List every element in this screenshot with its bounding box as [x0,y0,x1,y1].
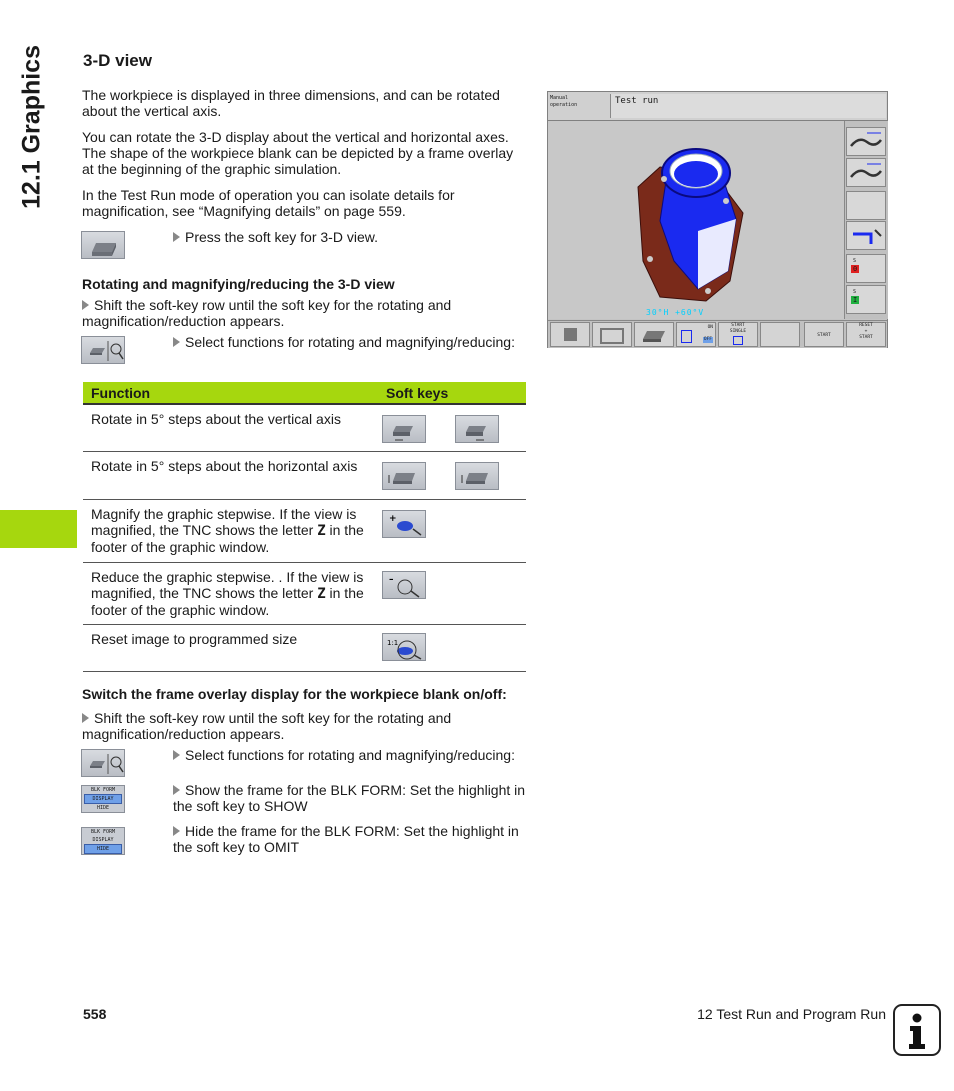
view-planes-softkey [592,322,632,347]
step-hide-frame: Hide the frame for the BLK FORM: Set the highlight in the soft key to OMIT [173,823,519,855]
screen-mode-small: Manual operation [550,95,578,108]
spindle-off-softkey: S 0 [846,254,886,283]
tnc-screen-screenshot [547,91,888,348]
reduce-softkey-icon [382,571,426,599]
arrow-bullet-icon [173,337,180,347]
function-reset: Reset image to programmed size [83,624,378,671]
arrow-bullet-icon [173,750,180,760]
horizontal-softkey-bar [548,320,887,348]
rotate-right-softkey-icon [455,415,499,443]
start-softkey: START [804,322,844,347]
softkey-function-table [83,382,526,672]
view-3d-softkey [634,322,674,347]
step-select-1: Select functions for rotating and magnifying/reducing: [173,334,515,350]
svg-text:–: – [389,574,394,585]
contour-softkey-1 [846,127,886,156]
arrow-bullet-icon [82,300,89,310]
blank-softkey-bottom [760,322,800,347]
softkey-rotate-magnify-icon [81,336,125,364]
function-rotate-vertical: Rotate in 5° steps about the vertical axis [83,404,378,451]
reset-start-softkey: RESET + START [846,322,886,347]
table-header-softkeys: Soft keys [378,382,526,404]
svg-text:1:1: 1:1 [387,638,399,647]
softkey-3d-view-icon [81,231,125,259]
step-3d-view: Press the soft key for 3-D view. [173,229,378,245]
magnify-softkey-icon [382,510,426,538]
blk-form-show-softkey: BLK FORM DISPLAY HIDE [81,785,125,813]
function-reduce: Reduce the graphic stepwise. . If the view is magnified, the TNC shows the letter Z in the footer of the graphic window. [83,562,378,624]
coolant-softkey [846,221,886,250]
arrow-bullet-icon [82,713,89,723]
start-single-softkey: START SINGLE [718,322,758,347]
intro-paragraph-1: The workpiece is displayed in three dimensions, and can be rotated about the vertical axis. [82,87,500,119]
spindle-on-softkey: S I [846,285,886,314]
info-icon [893,1004,941,1056]
svg-text:+: + [389,513,397,524]
arrow-bullet-icon [173,785,180,795]
function-rotate-horizontal: Rotate in 5° steps about the horizontal axis [83,451,378,499]
intro-paragraph-2: You can rotate the 3-D display about the vertical and horizontal axes. The shape of the workpiece blank can be depicted by a frame overlay at the beginning of the graphic simulation. [82,129,514,177]
table-row [83,624,526,671]
section-side-title: 12.1 Graphics [17,45,46,209]
softkeys-cell [378,451,526,499]
tilt-up-softkey-icon [455,462,499,490]
arrow-bullet-icon [173,826,180,836]
rotate-left-softkey-icon [382,415,426,443]
table-row [83,451,526,499]
softkeys-cell [378,499,526,562]
arrow-bullet-icon [173,232,180,242]
tilt-down-softkey-icon [382,462,426,490]
workpiece-3d-graphic [548,121,844,319]
subheading-rotate: Rotating and magnifying/reducing the 3-D view [82,276,395,292]
view-plan-softkey [550,322,590,347]
on-off-softkey: ON OFF [676,322,716,347]
step-select-2: Select functions for rotating and magnifying/reducing: [173,747,515,763]
step-show-frame: Show the frame for the BLK FORM: Set the highlight in the soft key to SHOW [173,782,526,814]
contour-softkey-2 [846,158,886,187]
screen-mode-title: Test run [610,94,886,118]
bullet-shift-1: Shift the soft-key row until the soft key for the rotating and magnification/reduction appears. [82,297,452,329]
table-header-function: Function [83,382,378,404]
table-header-row [83,382,526,404]
chapter-tab-marker [0,510,77,548]
graphics-view [548,121,844,319]
table-row [83,404,526,451]
blk-form-hide-softkey: BLK FORM DISPLAY HIDE [81,827,125,855]
chapter-footer: 12 Test Run and Program Run [697,1006,886,1022]
page-number: 558 [83,1006,107,1022]
blank-softkey [846,191,886,220]
screen-mode-bar [548,92,887,121]
softkey-rotate-magnify-icon-2 [81,749,125,777]
vertical-softkey-bar [844,121,888,319]
table-row [83,562,526,624]
reset-size-softkey-icon [382,633,426,661]
softkeys-cell [378,404,526,451]
page-heading: 3-D view [83,51,152,70]
table-row [83,499,526,562]
intro-paragraph-3: In the Test Run mode of operation you can isolate details for magnification, see “Magnifying details” on page 559. [82,187,455,219]
view-angle-readout: 30°H +60°V [646,308,705,317]
softkeys-cell [378,562,526,624]
softkeys-cell [378,624,526,671]
subheading-frame: Switch the frame overlay display for the workpiece blank on/off: [82,686,507,702]
bullet-shift-2: Shift the soft-key row until the soft key for the rotating and magnification/reduction appears. [82,710,452,742]
function-magnify: Magnify the graphic stepwise. If the view is magnified, the TNC shows the letter Z in the footer of the graphic window. [83,499,378,562]
